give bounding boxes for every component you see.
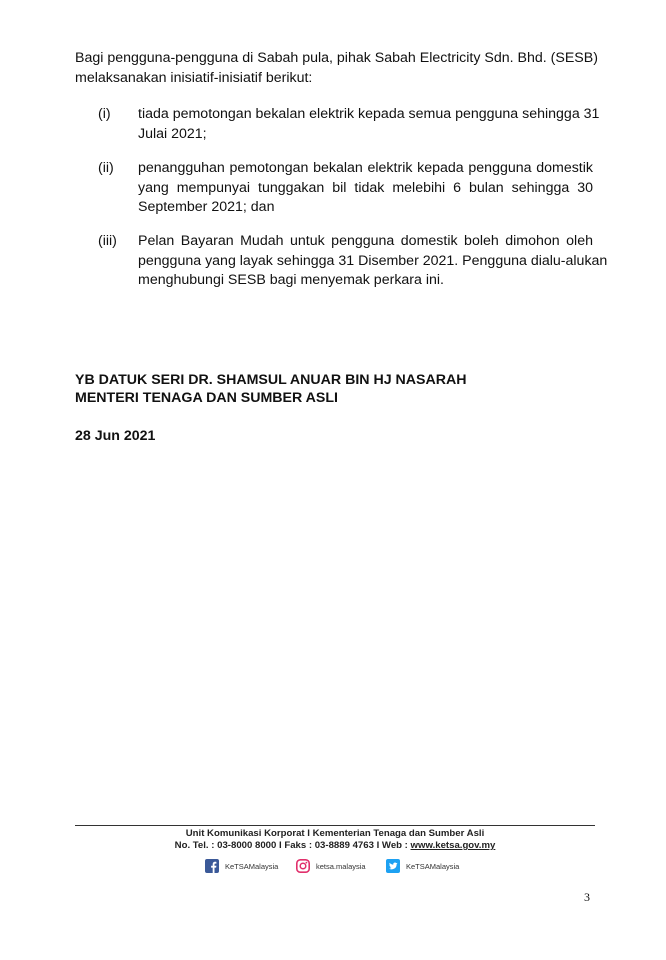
list-item-number: (i) — [98, 106, 111, 122]
signatory-name: YB DATUK SERI DR. SHAMSUL ANUAR BIN HJ NASARAH — [75, 372, 467, 388]
list-item-text — [138, 105, 600, 144]
list-item-line: Pelan Bayaran Mudah untuk pengguna domestik boleh dimohon oleh — [138, 233, 593, 249]
list-item-line: yang mempunyai tunggakan bil tidak melebihi 6 bulan sehingga 30 — [138, 179, 593, 196]
footer-website-link[interactable]: www.ketsa.gov.my — [410, 840, 496, 851]
list-item-number: (iii) — [98, 233, 117, 249]
footer-unit-line: Unit Komunikasi Korporat I Kementerian Tenaga dan Sumber Asli — [185, 828, 485, 839]
list-item-number: (ii) — [98, 160, 114, 176]
page-number: 3 — [584, 890, 590, 904]
signatory-title: MENTERI TENAGA DAN SUMBER ASLI — [75, 390, 338, 406]
intro-line-1: Bagi pengguna-pengguna di Sabah pula, pihak Sabah Electricity Sdn. Bhd. (SESB) — [75, 50, 598, 66]
social-instagram-handle: ketsa.malaysia — [316, 861, 366, 871]
facebook-icon — [205, 859, 219, 873]
footer-divider — [75, 825, 595, 826]
twitter-icon — [386, 859, 400, 873]
list-item-text — [138, 159, 593, 218]
social-twitter-handle: KeTSAMalaysia — [406, 861, 460, 871]
footer-contact-text: No. Tel. : 03-8000 8000 I Faks : 03-8889 4763 I Web : — [174, 840, 411, 851]
list-item-line: September 2021; dan — [138, 199, 275, 215]
list-item-line: Julai 2021; — [138, 125, 207, 142]
list-item-line: menghubungi SESB bagi menyemak perkara ini. — [138, 272, 444, 288]
statement-date: 28 Jun 2021 — [75, 428, 156, 444]
intro-line-2: melaksanakan inisiatif-inisiatif berikut: — [75, 69, 313, 86]
social-facebook[interactable] — [205, 859, 278, 873]
list-item-text — [138, 232, 608, 291]
instagram-icon — [296, 859, 310, 873]
footer-contact-line — [75, 840, 595, 851]
list-item-line: penangguhan pemotongan bekalan elektrik kepada pengguna domestik — [138, 160, 593, 176]
social-facebook-handle: KeTSAMalaysia — [225, 861, 279, 871]
intro-paragraph — [75, 49, 598, 88]
list-item-line: tiada pemotongan bekalan elektrik kepada semua pengguna sehingga 31 — [138, 106, 600, 122]
social-twitter[interactable] — [386, 859, 459, 873]
list-item-line: pengguna yang layak sehingga 31 Disember 2021. Pengguna dialu-alukan — [138, 252, 608, 269]
social-instagram[interactable] — [296, 859, 366, 873]
